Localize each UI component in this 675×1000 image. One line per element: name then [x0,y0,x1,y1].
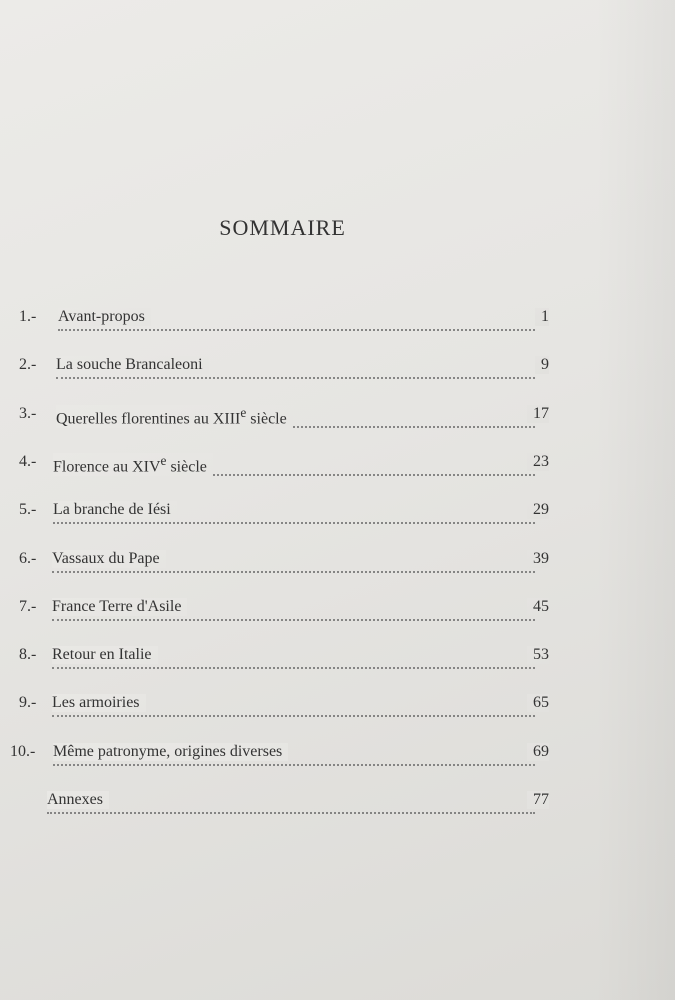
toc-entry-page-number: 1 [535,308,549,326]
dot-leader [47,798,535,814]
toc-entry-number: 8.- [19,646,37,664]
toc-entry-superscript: e [240,404,247,420]
toc-entry-number: 10.- [10,742,36,760]
toc-entry-title-text: Annexes [47,791,103,808]
toc-entry-page-number: 53 [527,646,549,664]
toc-entry-title [53,453,213,476]
page-shadow [595,0,675,1000]
toc-entry-page-number: 23 [527,453,549,471]
toc-entry-title-text: Florence au XIV [53,458,161,476]
toc-entry-superscript: e [160,452,167,468]
toc-entry [0,743,675,769]
toc-entry [0,501,675,527]
toc-entry-page-number: 69 [527,743,549,761]
toc-entry [0,356,675,382]
toc-entry [0,598,675,624]
toc-entry-number: 3.- [19,404,37,422]
toc-entry-title-text: Les armoiries [52,694,140,712]
toc-entry-page-number: 39 [527,550,549,568]
toc-entry-number: 2.- [19,356,37,374]
toc-entry-number: 6.- [19,549,37,567]
toc-entry-number: 5.- [19,501,37,519]
toc-entry-number: 7.- [19,597,37,615]
toc-entry-title [52,694,146,712]
toc-entry-title [52,550,166,568]
toc-entry-page-number: 65 [527,694,549,712]
toc-entry-title [53,501,177,519]
toc-entry-page-number: 45 [527,598,549,616]
toc-entry-title-suffix: siècle [166,458,207,476]
toc-entry-title-text: Retour en Italie [52,646,152,664]
toc-entry-number: 9.- [19,694,37,712]
toc-entry-page-number: 17 [527,405,549,423]
toc-entry-title-text: La branche de Iési [53,501,171,519]
toc-entry-title-text: Même patronyme, origines diverses [53,742,283,760]
toc-entry-page-number: 29 [527,501,549,519]
toc-entry-title [52,646,158,664]
toc-entry [0,694,675,720]
toc-entry-title-suffix: siècle [246,409,287,427]
toc-entry [0,646,675,672]
toc-entry [0,453,675,479]
toc-entry-title [56,405,293,428]
toc-entry-title-text: Avant-propos [58,308,145,325]
toc-entry-title [53,743,288,761]
toc-entry-title-text: France Terre d'Asile [52,597,182,615]
toc-entry-page-number: 9 [535,356,549,374]
toc-entry [0,405,675,431]
toc-entry-title [52,598,187,616]
toc-entry [0,791,675,817]
toc-entry [0,308,675,334]
toc-entry-title-text: Querelles florentines au XIII [56,409,241,427]
toc-entry-page-number: 77 [527,791,549,809]
toc-entry-number: 1.- [19,308,37,325]
toc-entry-title [56,356,209,374]
toc-entry-title [58,308,151,326]
toc-entry-title-text: La souche Brancaleoni [56,356,203,374]
toc-entry-title [47,791,109,809]
toc-entry-number: 4.- [19,452,37,470]
toc-entry [0,550,675,576]
page-title: SOMMAIRE [219,215,346,240]
toc-entry-title-text: Vassaux du Pape [52,549,160,567]
